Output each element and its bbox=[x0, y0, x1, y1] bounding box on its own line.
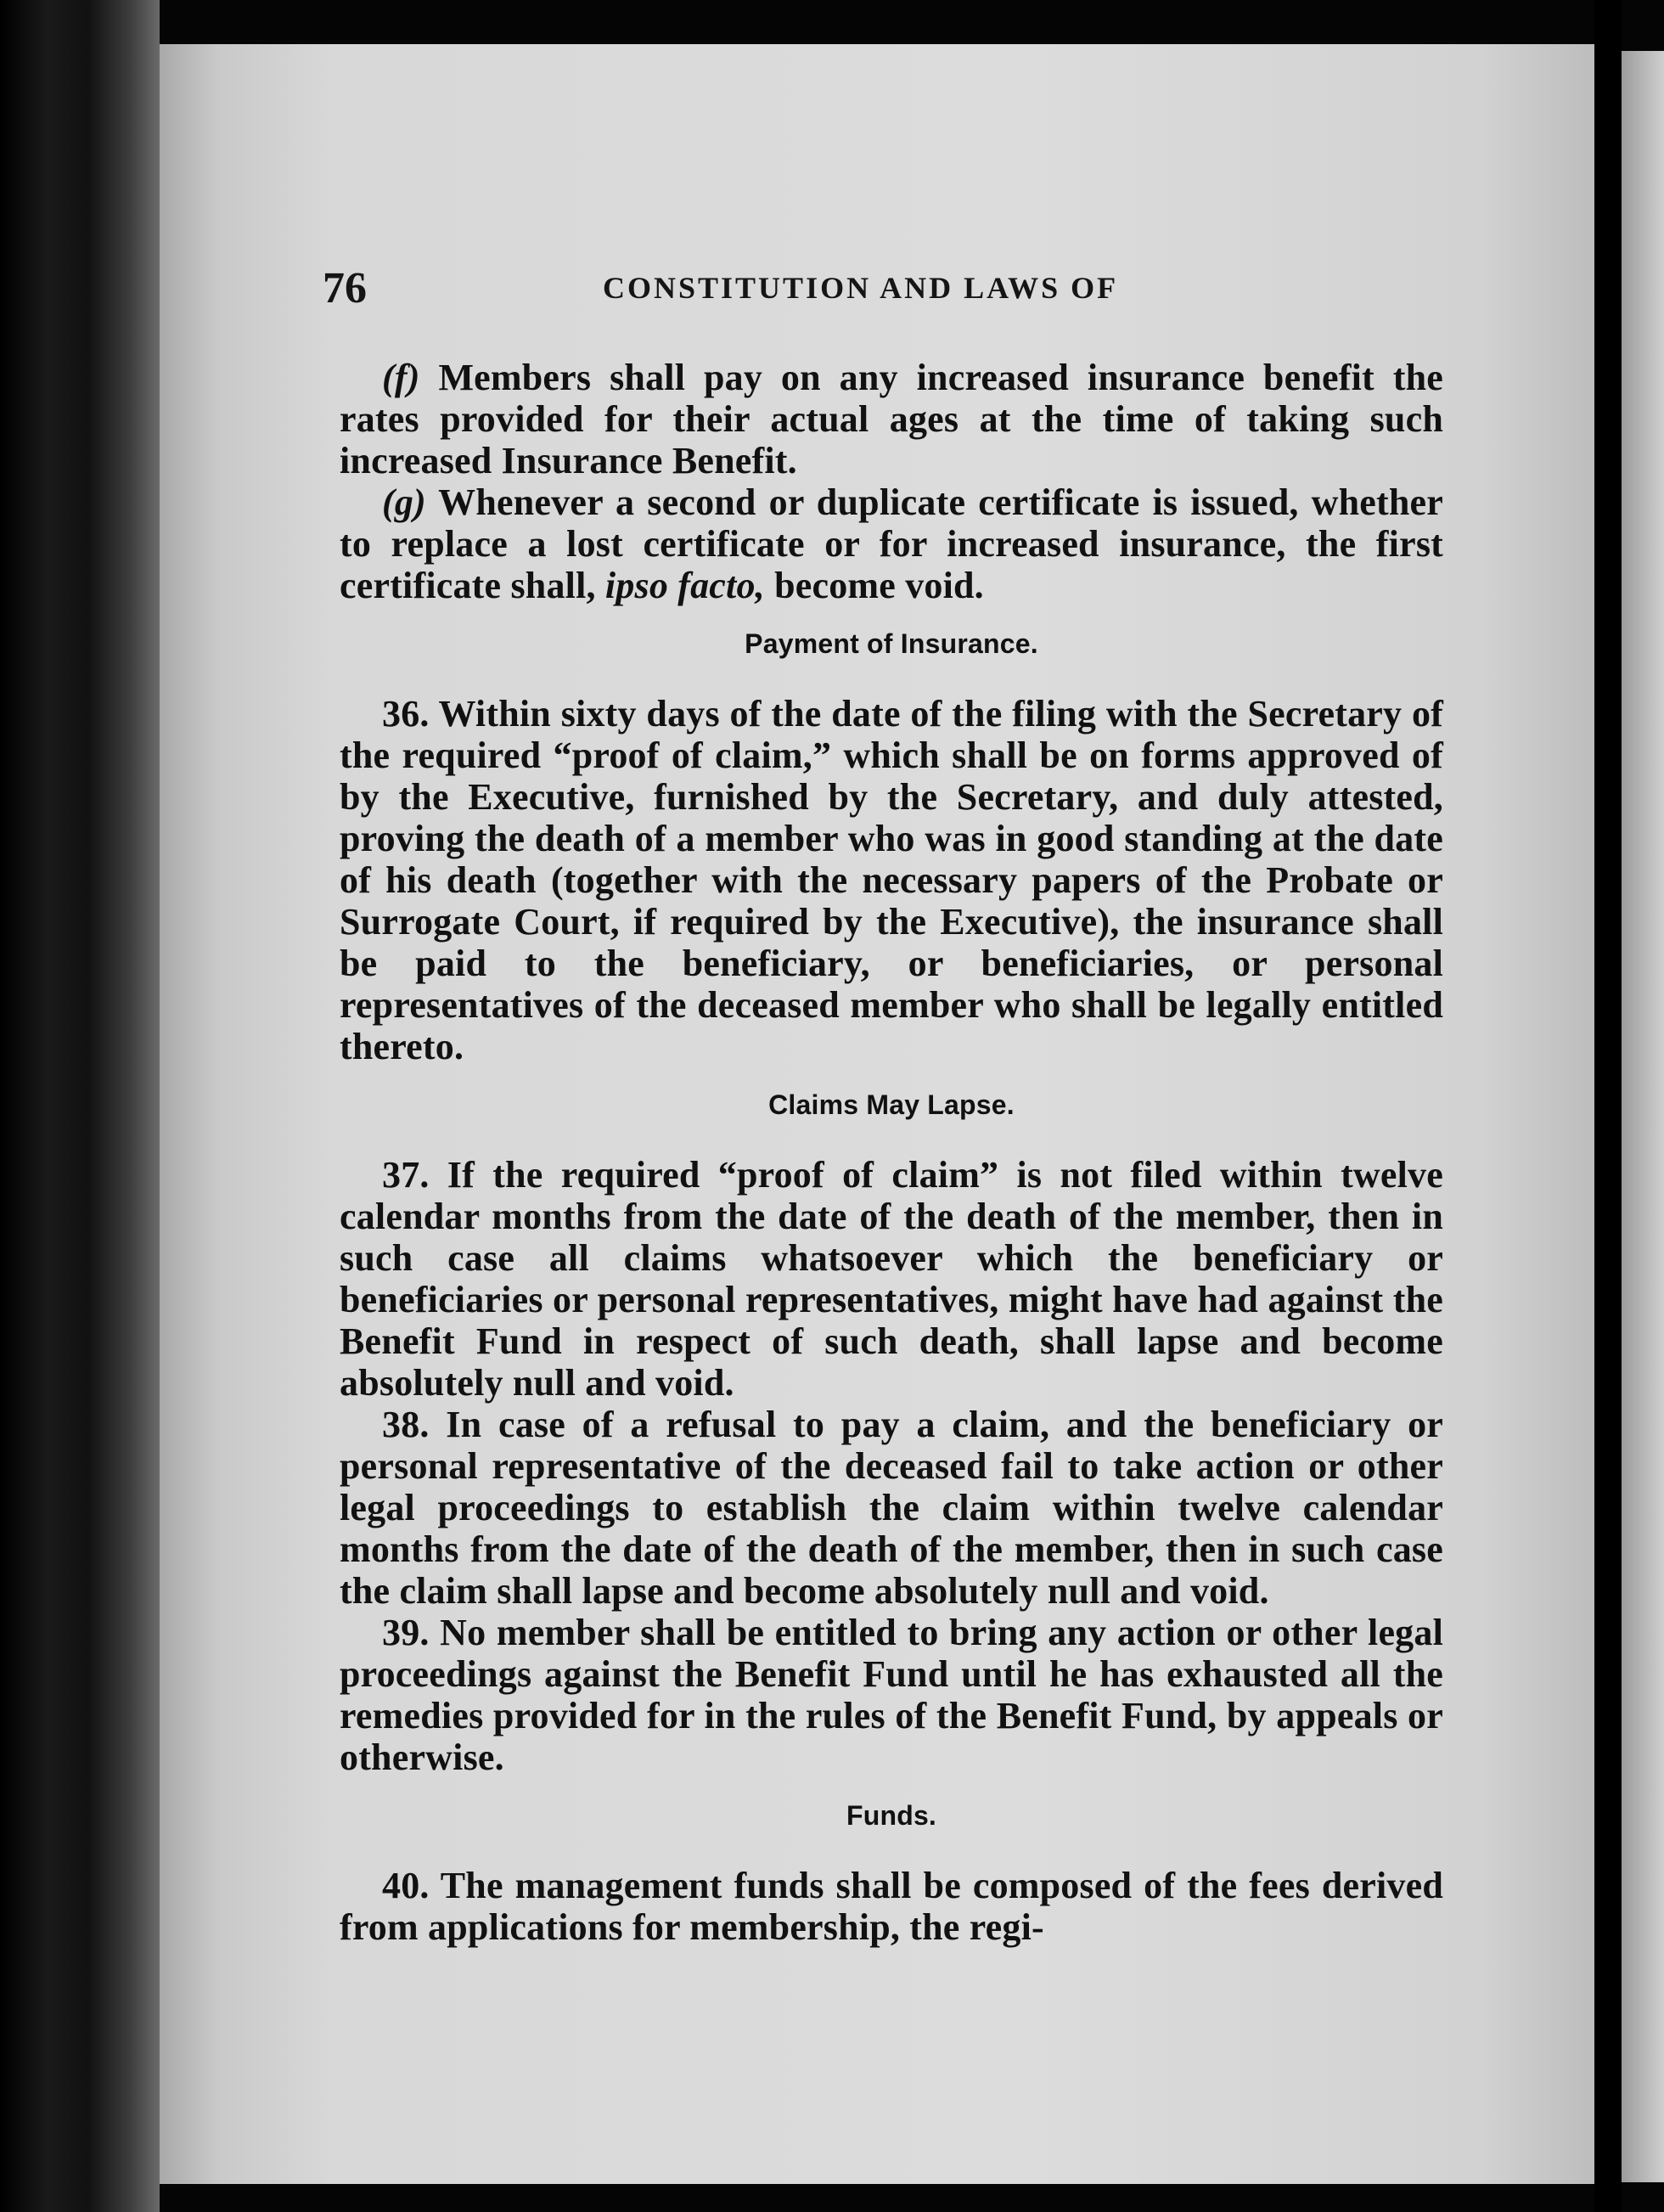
section-36 bbox=[340, 693, 1443, 1067]
heading-payment-of-insurance: Payment of Insurance. bbox=[745, 628, 1038, 659]
clause-f-marker: (f) bbox=[382, 357, 420, 398]
section-38-number: 38. bbox=[382, 1404, 430, 1445]
page-header bbox=[323, 263, 1452, 314]
section-39-number: 39. bbox=[382, 1612, 430, 1653]
section-39-text: No member shall be entitled to bring any action or other legal proceedings against the Benefit Fund until he has exhausted all the remedies provided for in the rules of the Benefit Fund, by appeals or otherwise. bbox=[340, 1612, 1443, 1778]
running-head: CONSTITUTION AND LAWS OF bbox=[603, 271, 1119, 305]
clause-g-latin: ipso facto, bbox=[604, 565, 765, 606]
facing-page-edge bbox=[1622, 51, 1664, 2182]
section-37-number: 37. bbox=[382, 1154, 430, 1196]
section-38-text: In case of a refusal to pay a claim, and the beneficiary or personal representative of the deceased fail to take action or other legal proceedings to establish the claim within twelve calendar months from the date of the death of the member, then in such case the claim shall lapse and become absolutely null and void. bbox=[340, 1404, 1444, 1612]
section-40 bbox=[340, 1865, 1443, 1948]
section-36-text: Within sixty days of the date of the filing with the Secretary of the required “proof of claim,” which shall be on forms approved of by the Executive, furnished by the Secretary, and duly attested, proving the death of a member who was in good standing at the date of his death (together with the necessary papers of the Probate or Surrogate Court, if required by the Executive), the insurance shall be paid to the beneficiary, or beneficiaries, or personal representatives of the deceased member who shall be legally entitled thereto. bbox=[340, 693, 1443, 1067]
heading-claims-may-lapse: Claims May Lapse. bbox=[768, 1089, 1015, 1120]
clause-f bbox=[340, 357, 1443, 481]
book-spine bbox=[0, 0, 160, 2212]
clause-g-marker: (g) bbox=[382, 481, 426, 523]
clause-g-text-before: Whenever a second or duplicate certificate is issued, whether to replace a lost certificate or for increased insurance, the first certificate shall, bbox=[340, 481, 1444, 606]
section-40-number: 40. bbox=[382, 1865, 430, 1906]
clause-g bbox=[340, 481, 1443, 606]
section-39 bbox=[340, 1612, 1443, 1778]
clause-g-text-after: become void. bbox=[774, 565, 984, 606]
page-body bbox=[340, 357, 1443, 1948]
section-38 bbox=[340, 1404, 1443, 1612]
section-36-number: 36. bbox=[382, 693, 430, 735]
heading-funds: Funds. bbox=[846, 1800, 937, 1831]
section-37-text: If the required “proof of claim” is not filed within twelve calendar months from the date of the death of the member, then in such case all claims whatsoever which the beneficiary or beneficiaries or personal representatives, might have had against the Benefit Fund in respect of such death, shall lapse and become absolutely null and void. bbox=[340, 1154, 1443, 1404]
clause-f-text: Members shall pay on any increased insurance benefit the rates provided for their actual ages at the time of taking such increased Insurance Benefit. bbox=[340, 357, 1443, 481]
page-number: 76 bbox=[323, 264, 367, 312]
page-gutter bbox=[1594, 0, 1622, 2212]
section-40-text: The management funds shall be composed of the fees derived from applications for membership, the regi- bbox=[340, 1865, 1443, 1948]
section-37 bbox=[340, 1154, 1443, 1404]
